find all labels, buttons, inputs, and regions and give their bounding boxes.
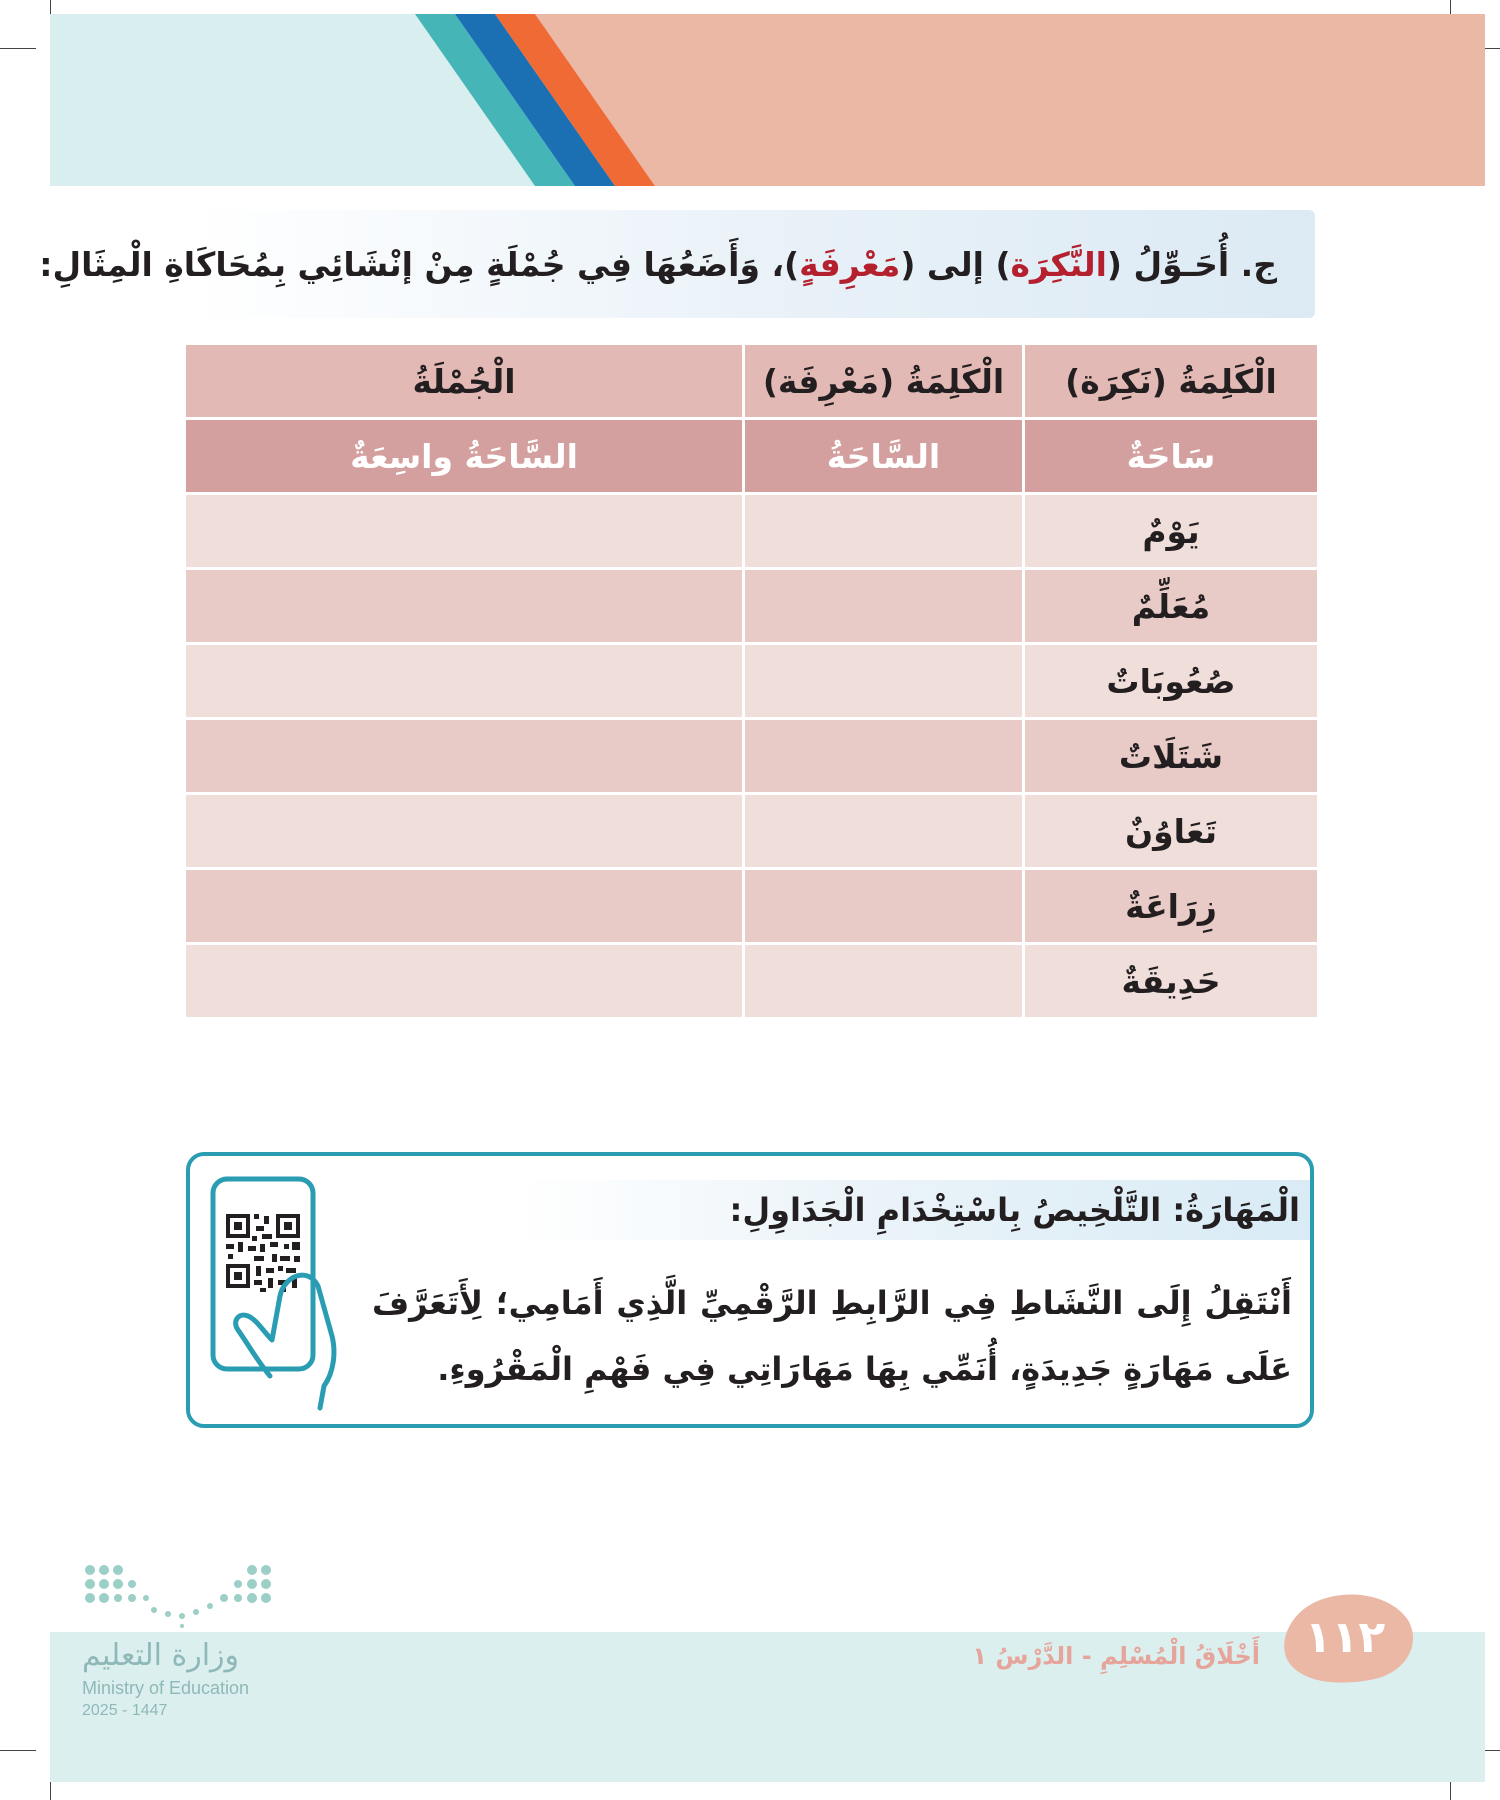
marifa-answer-cell[interactable] bbox=[744, 569, 1024, 644]
marifa-answer-cell[interactable] bbox=[744, 494, 1024, 569]
sentence-answer-cell[interactable] bbox=[185, 719, 744, 794]
table-example-row bbox=[185, 419, 1319, 494]
word-cell: شَتَلَاتٌ bbox=[1024, 719, 1319, 794]
word-cell: زِرَاعَةٌ bbox=[1024, 869, 1319, 944]
ministry-name-english: Ministry of Education bbox=[82, 1678, 250, 1698]
table-row bbox=[185, 944, 1319, 1019]
word-cell: صُعُوبَاتٌ bbox=[1024, 644, 1319, 719]
marifa-answer-cell[interactable] bbox=[744, 794, 1024, 869]
table-row bbox=[185, 869, 1319, 944]
sentence-answer-cell[interactable] bbox=[185, 944, 744, 1019]
skill-title: الْمَهَارَةُ: التَّلْخِيصُ بِاسْتِخْدَامِ الْجَدَاوِلِ: bbox=[729, 1191, 1300, 1229]
header-marifa: الْكَلِمَةُ (مَعْرِفَة) bbox=[744, 344, 1024, 419]
table-row bbox=[185, 569, 1319, 644]
header-salmon-area bbox=[535, 14, 1485, 186]
table-header-row bbox=[185, 344, 1319, 419]
qr-code-icon[interactable] bbox=[208, 1176, 358, 1412]
instruction-bar bbox=[39, 210, 1315, 318]
header-band bbox=[50, 14, 1485, 186]
word-cell: مُعَلِّمٌ bbox=[1024, 569, 1319, 644]
example-nakira: سَاحَةٌ bbox=[1024, 419, 1319, 494]
crop-mark bbox=[0, 1750, 36, 1751]
sentence-answer-cell[interactable] bbox=[185, 794, 744, 869]
word-cell: حَدِيقَةٌ bbox=[1024, 944, 1319, 1019]
sentence-answer-cell[interactable] bbox=[185, 494, 744, 569]
ministry-name-arabic: وزارة التعليم bbox=[82, 1638, 240, 1673]
table-row bbox=[185, 644, 1319, 719]
marifa-answer-cell[interactable] bbox=[744, 644, 1024, 719]
sentence-answer-cell[interactable] bbox=[185, 869, 744, 944]
skill-body: أَنْتَقِلُ إِلَى النَّشَاطِ فِي الرَّابِطِ الرَّقْمِيِّ الَّذِي أَمَامِي؛ لِأَتَعَرَّفَ عَلَى مَهَارَةٍ جَدِيدَةٍ، أُنَمِّي بِهَا مَهَارَاتِي فِي فَهْمِ الْمَقْرُوءِ. bbox=[372, 1284, 1292, 1388]
sentence-answer-cell[interactable] bbox=[185, 569, 744, 644]
word-cell: يَوْمٌ bbox=[1024, 494, 1319, 569]
table-row bbox=[185, 794, 1319, 869]
sentence-answer-cell[interactable] bbox=[185, 644, 744, 719]
ministry-logo-dots bbox=[84, 1562, 274, 1628]
skill-title-band bbox=[520, 1180, 1310, 1240]
instruction-text bbox=[39, 245, 1277, 284]
header-sentence: الْجُمْلَةُ bbox=[185, 344, 744, 419]
table-row bbox=[185, 494, 1319, 569]
instruction-suffix: )، وَأَضَعُهَا فِي جُمْلَةٍ مِنْ إنْشَائِي بِمُحَاكَاةِ الْمِثَالِ: bbox=[39, 244, 800, 284]
word-cell: تَعَاوُنٌ bbox=[1024, 794, 1319, 869]
ministry-year: 2025 - 1447 bbox=[82, 1702, 168, 1719]
marifa-answer-cell[interactable] bbox=[744, 719, 1024, 794]
header-nakira: الْكَلِمَةُ (نَكِرَة) bbox=[1024, 344, 1319, 419]
header-stripes bbox=[50, 14, 1485, 186]
example-marifa: السَّاحَةُ bbox=[744, 419, 1024, 494]
instruction-prefix: ج. أُحَـوِّلُ ( bbox=[1106, 244, 1277, 284]
instruction-middle: ) إلى ( bbox=[900, 244, 1011, 284]
table-row bbox=[185, 719, 1319, 794]
page-number: ١١٢ bbox=[1304, 1612, 1386, 1663]
instruction-nakira: النَّكِرَة bbox=[1010, 244, 1107, 284]
marifa-answer-cell[interactable] bbox=[744, 944, 1024, 1019]
crop-mark bbox=[0, 48, 36, 49]
instruction-marifa: مَعْرِفَةٍ bbox=[799, 244, 901, 284]
example-sentence: السَّاحَةُ واسِعَةٌ bbox=[185, 419, 744, 494]
lesson-label: أَخْلَاقُ الْمُسْلِمِ - الدَّرْسُ ١ bbox=[972, 1642, 1260, 1670]
marifa-answer-cell[interactable] bbox=[744, 869, 1024, 944]
words-table bbox=[183, 342, 1320, 1020]
